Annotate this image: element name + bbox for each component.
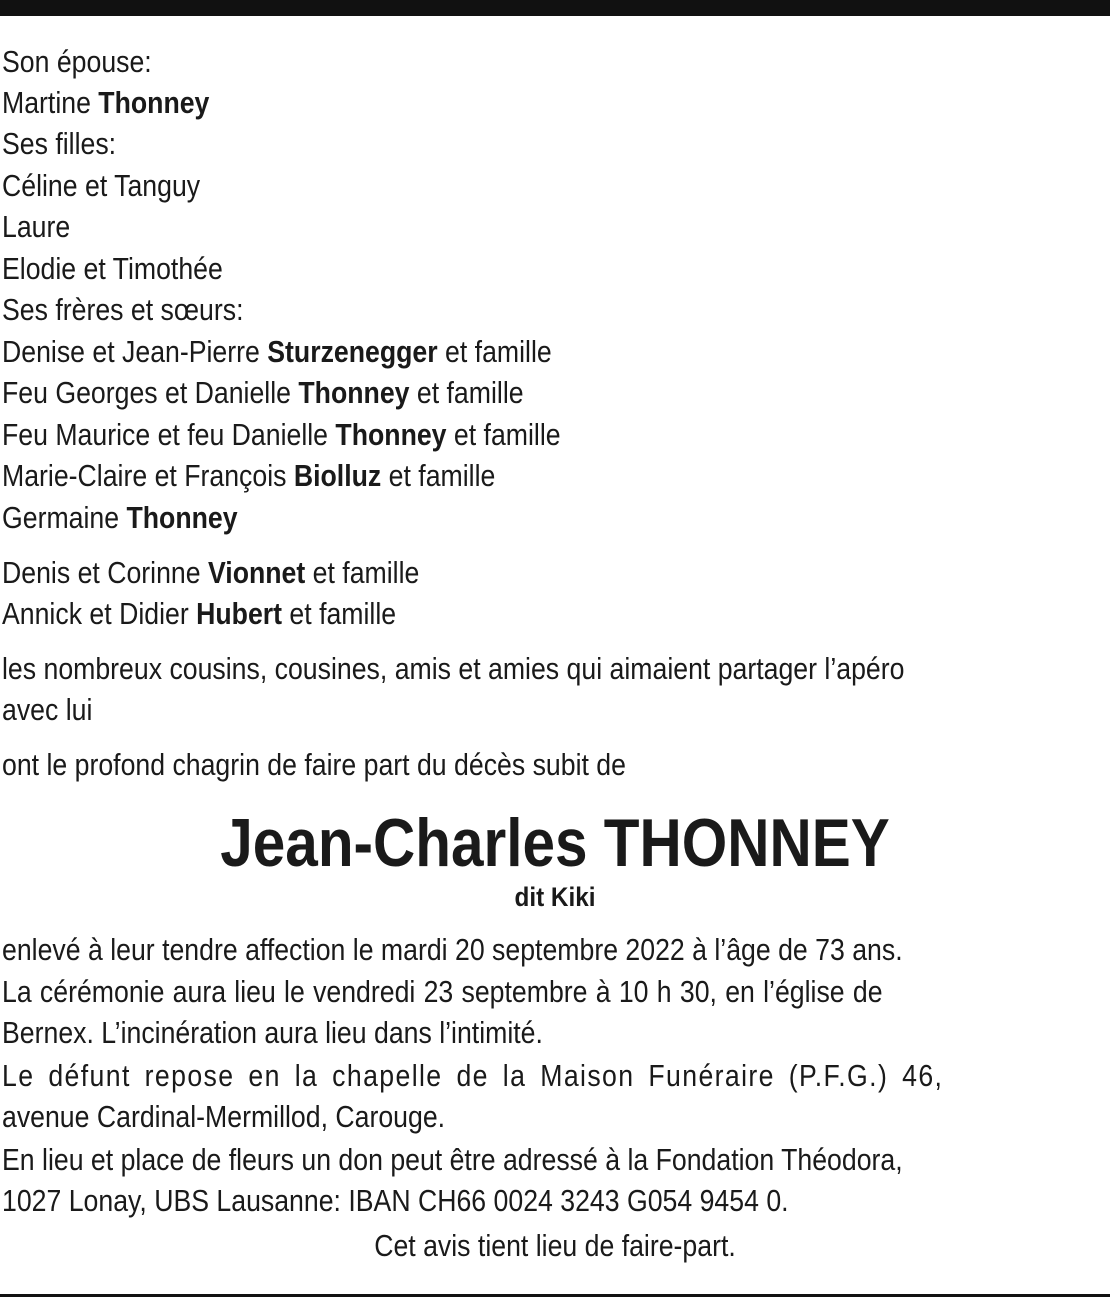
deceased-name: Jean-Charles THONNEY — [220, 805, 890, 881]
details-line-2: La cérémonie aura lieu le vendredi 23 septembre à 10 h 30, en l’église de — [2, 974, 883, 1009]
details-line-7: 1027 Lonay, UBS Lausanne: IBAN CH66 0024 3243 G054 9454 0. — [2, 1183, 789, 1218]
spouse-name: Martine Thonney — [2, 85, 210, 120]
sibling-line-5: Germaine Thonney — [2, 500, 238, 535]
details-line-3: Bernex. L’incinération aura lieu dans l’intimité. — [2, 1015, 543, 1050]
deceased-nickname: dit Kiki — [514, 882, 596, 912]
daughter-line-2: Laure — [2, 209, 71, 244]
friends-line-2: avec lui — [2, 692, 93, 727]
sibling-line-3: Feu Maurice et feu Danielle Thonney et famille — [2, 417, 561, 452]
spouse-heading: Son épouse: — [2, 44, 152, 79]
daughter-line-3: Elodie et Timothée — [2, 251, 223, 286]
top-rule — [0, 0, 1110, 16]
sibling-line-1: Denise et Jean-Pierre Sturzenegger et famille — [2, 334, 552, 369]
friends-line-1: les nombreux cousins, cousines, amis et amies qui aimaient partager l’apéro — [2, 651, 905, 686]
relative-line-2: Annick et Didier Hubert et famille — [2, 596, 397, 631]
daughter-line-1: Céline et Tanguy — [2, 168, 201, 203]
details-line-5: avenue Cardinal-Mermillod, Carouge. — [2, 1099, 446, 1134]
relative-line-1: Denis et Corinne Vionnet et famille — [2, 555, 420, 590]
details-line-4: Le défunt repose en la chapelle de la Maison Funéraire (P.F.G.) 46, — [2, 1058, 944, 1093]
details-line-1: enlevé à leur tendre affection le mardi 20 septembre 2022 à l’âge de 73 ans. — [2, 932, 903, 967]
daughters-heading: Ses filles: — [2, 126, 117, 161]
sibling-line-2: Feu Georges et Danielle Thonney et famille — [2, 375, 524, 410]
siblings-heading: Ses frères et sœurs: — [2, 292, 244, 327]
bottom-rule — [0, 1294, 1110, 1297]
details-line-6: En lieu et place de fleurs un don peut être adressé à la Fondation Théodora, — [2, 1142, 903, 1177]
sibling-line-4: Marie-Claire et François Biolluz et famille — [2, 458, 496, 493]
footer-note: Cet avis tient lieu de faire-part. — [374, 1228, 736, 1263]
announcement-line: ont le profond chagrin de faire part du décès subit de — [2, 747, 626, 782]
